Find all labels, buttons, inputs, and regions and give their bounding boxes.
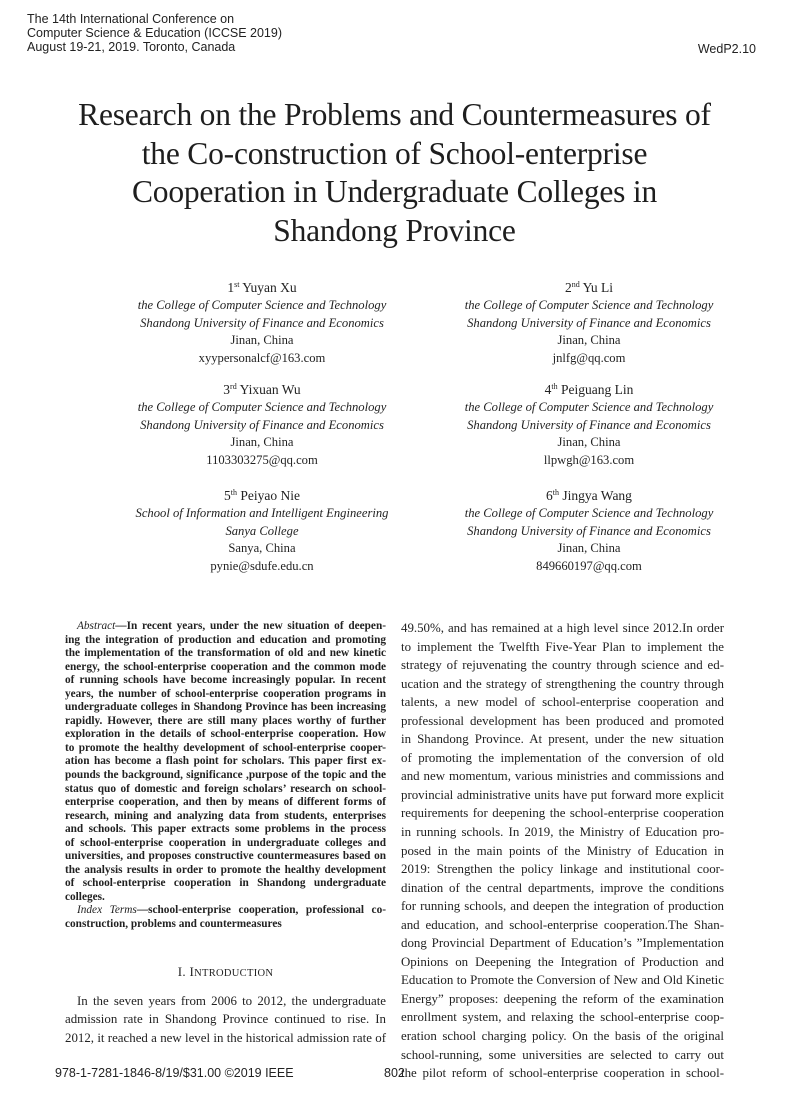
paragraph-line: enrollment system, and relaxing the school-enterprise coop- (401, 1010, 724, 1025)
author-name-line (97, 487, 427, 505)
author-email: xyypersonalcf@163.com (198, 351, 326, 366)
paragraph-line: of promoting the implementation of the conversion of old (401, 750, 724, 765)
paragraph-line: ucation and the strategy of strengthening the country through (401, 676, 724, 691)
abstract-line: ing the integration of production and education and promoting (65, 633, 386, 646)
ordinal-suffix: th (551, 382, 558, 391)
paragraph-line: provincial administrative units have put forward more explicit (401, 787, 724, 802)
paragraph-line: in Shandong Province. At present, under the new situation (401, 732, 724, 747)
author-email: 849660197@qq.com (536, 559, 642, 574)
session-code: WedP2.10 (697, 42, 756, 56)
paragraph-line: the pilot reform of school-enterprise cooperation in school- (401, 1066, 724, 1081)
author-block (97, 279, 427, 368)
paragraph-line: to implement the Twelfth Five-Year Plan to implement the (401, 639, 724, 654)
abstract-line: research, mining and analyzing data from students, enterprises (65, 809, 386, 822)
author-location: Jinan, China (230, 333, 294, 348)
paragraph-line: 49.50%, and has remained at a high level since 2012.In order (401, 621, 724, 635)
abstract-body (65, 620, 386, 904)
paragraph-line: Education to Promote the Conversion of New and Old Kinetic (401, 973, 724, 988)
paragraph-line: dination of the central departments, improve the conditions (401, 880, 724, 895)
index-terms-line: Index Terms—school-enterprise cooperation, professional co- (77, 904, 386, 917)
abstract-line: ation has become a flash point for scholars. This paper first ex- (65, 755, 386, 768)
abstract-line: of running schools have become increasingly popular. In recent (65, 674, 386, 687)
author-department: the College of Computer Science and Technology (464, 505, 714, 520)
abstract-line: rapidly. However, there are still many places worthy of further (65, 714, 386, 727)
author-ordinal: 3 (223, 382, 231, 397)
title-line: Cooperation in Undergraduate Colleges in (131, 174, 658, 209)
abstract-line: pounds the background, significance ,purpose of the topic and the (65, 769, 386, 782)
ordinal-suffix: th (230, 488, 237, 497)
paper-title (40, 96, 749, 250)
abstract-line: years, the number of school-enterprise cooperation programs in (65, 687, 386, 700)
abstract-line: Abstract—In recent years, under the new situation of deepen- (77, 620, 386, 632)
paragraph-line: posed in the main points of the Ministry of Education in (401, 843, 724, 858)
author-department: the College of Computer Science and Technology (464, 399, 714, 414)
paragraph-line: requirements for deepening the school-enterprise cooperation (401, 806, 724, 821)
paragraph-line: school-running, some universities are selected to carry out (401, 1047, 724, 1062)
paragraph-line: for running schools, and deepen the integration of production (401, 899, 724, 914)
paragraph-line: and new momentum, various ministries and commissions and (401, 769, 724, 784)
introduction-left-column (65, 992, 386, 1047)
ordinal-suffix: th (552, 488, 560, 497)
author-block (424, 279, 754, 368)
author-block (424, 487, 754, 576)
abstract-line: enterprise cooperation, and then by means of different forms of (65, 796, 386, 809)
author-location: Jinan, China (557, 541, 621, 556)
ordinal-suffix: st (234, 280, 240, 289)
abstract-line: of school-enterprise cooperation in undergraduate colleges and (65, 836, 386, 849)
author-block (424, 381, 754, 470)
abstract-label: Abstract (77, 620, 116, 632)
paragraph-line: Energy” proposes: deepening the reform of the examination (401, 991, 724, 1006)
author-name: Yixuan Wu (239, 382, 301, 397)
paragraph-line: admission rate in Shandong Province continued to rise. In (65, 1012, 386, 1027)
author-block (97, 381, 427, 470)
author-name: Yu Li (582, 280, 613, 295)
author-institution: Sanya College (225, 523, 299, 538)
paragraph-line: talents, a new model of school-enterprise cooperation and (401, 695, 724, 710)
author-email: 1103303275@qq.com (206, 453, 318, 468)
author-ordinal: 6 (546, 488, 553, 503)
author-institution: Shandong University of Finance and Economics (140, 315, 384, 330)
abstract-line: colleges. (65, 890, 105, 903)
ordinal-suffix: nd (571, 280, 580, 289)
author-ordinal: 1 (227, 280, 235, 295)
paragraph-line: 2012, it reached a new level in the historical admission rate of (65, 1030, 386, 1045)
author-department: the College of Computer Science and Technology (464, 297, 714, 312)
index-terms-label: Index Terms (77, 904, 137, 917)
abstract-line: undergraduate colleges in Shandong Province has been increasing (65, 701, 386, 714)
section-title (189, 964, 273, 979)
paragraph-line: strategy of rejuvenating the country through science and ed- (401, 658, 724, 673)
conference-line: August 19-21, 2019. Toronto, Canada (27, 40, 236, 54)
author-department: the College of Computer Science and Technology (137, 297, 387, 312)
abstract-line: and schools. This paper extracts some problems in the process (65, 823, 386, 836)
author-institution: Shandong University of Finance and Economics (140, 417, 384, 432)
page-number: 802 (384, 1066, 405, 1080)
section-title-initial: I (189, 964, 195, 979)
author-location: Sanya, China (228, 541, 296, 556)
title-line: Shandong Province (273, 212, 516, 248)
paragraph-line: and education, and school-enterprise cooperation.The Shan- (401, 917, 724, 932)
paragraph-line: eration school charging policy. On the basis of the original (401, 1029, 724, 1044)
paragraph-line: professional development has been produced and promoted (401, 713, 724, 728)
author-department: School of Information and Intelligent Engineering (135, 505, 389, 520)
title-line: the Co-construction of School-enterprise (141, 135, 648, 171)
author-email: pynie@sdufe.edu.cn (210, 559, 314, 574)
abstract-line: the implementation of the transformation of old and new kinetic (65, 647, 386, 660)
author-institution: Shandong University of Finance and Economics (467, 417, 711, 432)
abstract-line: universities, and proposes constructive countermeasures based on (65, 850, 386, 863)
paragraph-line: dong Provincial Department of Education’s ”Implementation (401, 936, 724, 951)
author-name: Yuyan Xu (242, 280, 297, 295)
author-department: the College of Computer Science and Technology (137, 399, 387, 414)
author-name-line (424, 381, 754, 399)
author-location: Jinan, China (230, 435, 294, 450)
author-institution: Shandong University of Finance and Economics (467, 523, 711, 538)
paragraph-line: 2019: Strengthen the policy linkage and institutional coor- (401, 862, 724, 877)
author-ordinal: 5 (224, 488, 231, 503)
author-email: jnlfg@qq.com (552, 351, 626, 366)
paragraph-line: in running schools. In 2019, the Ministry of Education pro- (401, 825, 724, 840)
conference-line: The 14th International Conference on (27, 12, 235, 26)
paragraph-line: Opinions on Deepening the Integration of Production and (401, 954, 724, 969)
author-name: Peiguang Lin (560, 382, 634, 397)
introduction-right-column (401, 619, 724, 1083)
abstract (65, 620, 386, 932)
title-line: Research on the Problems and Countermeasures of (78, 97, 711, 132)
ordinal-suffix: rd (230, 382, 237, 391)
author-name: Peiyao Nie (240, 488, 300, 503)
copyright-isbn: 978-1-7281-1846-8/19/$31.00 ©2019 IEEE (55, 1066, 294, 1080)
abstract-line: the analysis results in order to promote the healthy development (65, 863, 386, 876)
author-name-line (97, 279, 427, 297)
paragraph-line: In the seven years from 2006 to 2012, the undergraduate (77, 994, 386, 1008)
author-name-line (97, 381, 427, 399)
author-email: llpwgh@163.com (543, 453, 635, 468)
author-institution: Shandong University of Finance and Economics (467, 315, 711, 330)
author-name: Jingya Wang (562, 488, 632, 503)
section-heading (65, 964, 386, 980)
conference-header (27, 12, 282, 54)
section-title-rest: NTRODUCTION (194, 968, 274, 979)
author-name-line (424, 279, 754, 297)
author-name-line (424, 487, 754, 505)
section-number: I. (177, 964, 186, 979)
author-block (97, 487, 427, 576)
abstract-line: status quo of domestic and foreign scholars’ research on school- (65, 782, 386, 795)
author-ordinal: 4 (544, 382, 552, 397)
index-terms (65, 904, 386, 931)
index-terms-line: construction, problems and countermeasures (65, 918, 282, 931)
author-location: Jinan, China (557, 333, 621, 348)
conference-line: Computer Science & Education (ICCSE 2019) (27, 26, 282, 40)
author-ordinal: 2 (565, 280, 572, 295)
abstract-line: energy, the school-enterprise cooperation and the common mode (65, 660, 386, 673)
abstract-line: exploration in the details of school-enterprise cooperation. How (65, 728, 386, 741)
author-location: Jinan, China (557, 435, 621, 450)
abstract-line: of school-enterprise cooperation in Shandong undergraduate (65, 877, 386, 890)
abstract-line: to promote the healthy development of school-enterprise cooper- (65, 741, 386, 754)
